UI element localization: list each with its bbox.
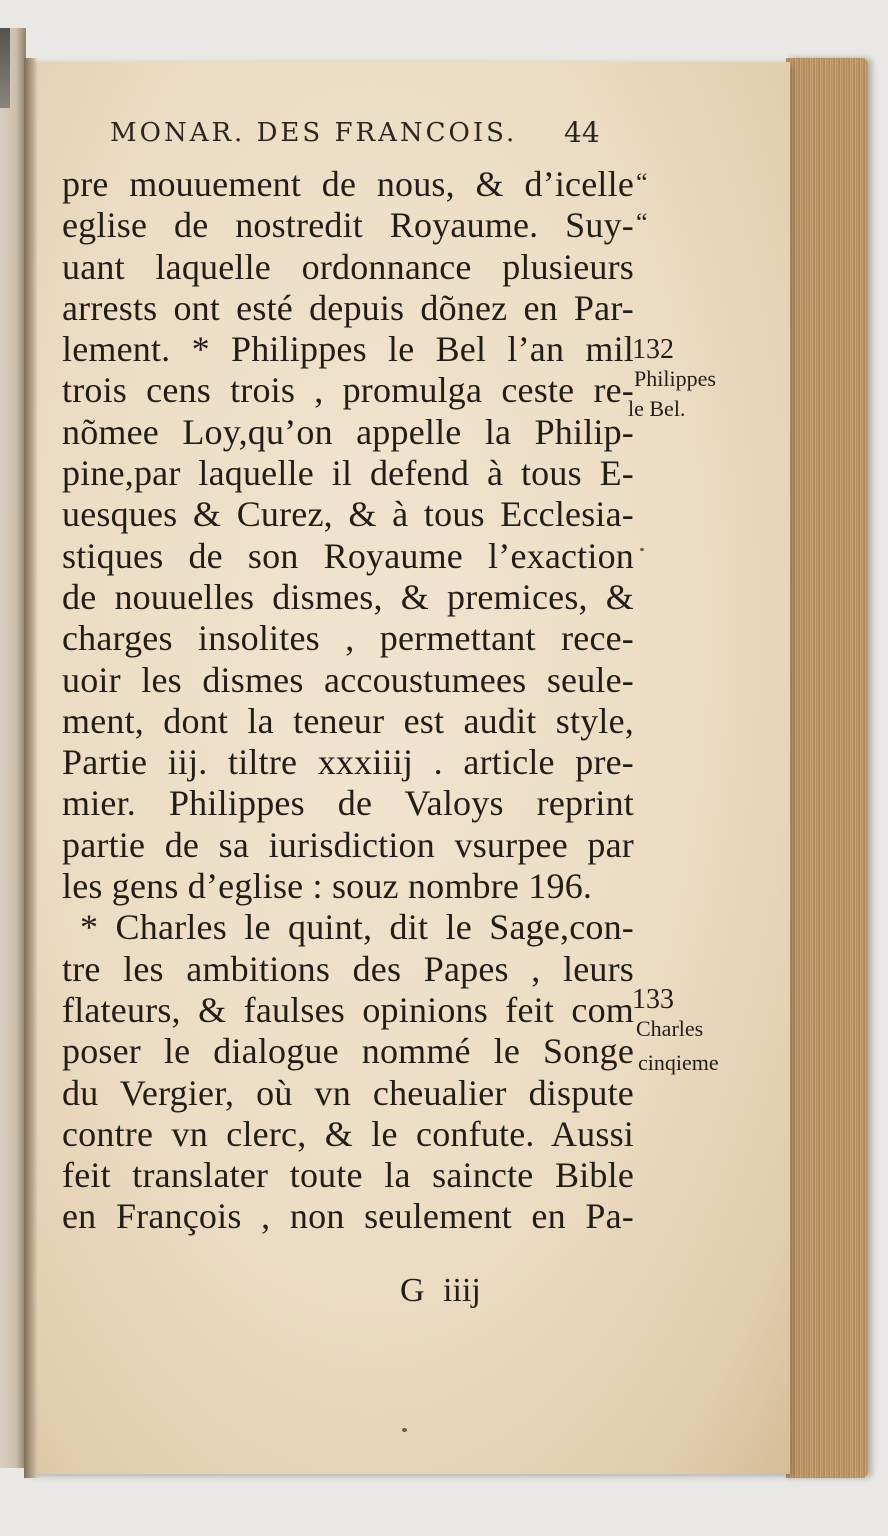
text-line: * Charles le quint, dit le Sage,con- xyxy=(80,907,634,948)
text-line: ment, dont la teneur est audit style, xyxy=(62,700,634,741)
text-line: stiques de son Royaume l’exaction xyxy=(62,535,634,576)
gutter-shadow xyxy=(24,58,38,1478)
margin-note-number: 133 xyxy=(632,984,674,1015)
running-head-title: MONAR. DES FRANCOIS. xyxy=(110,118,518,148)
text-line: poser le dialogue nommé le Songe xyxy=(62,1031,634,1072)
margin-note-number: 132 xyxy=(632,334,674,365)
margin-note-label: le Bel. xyxy=(628,396,686,421)
binding-edge xyxy=(0,28,10,108)
text-line: du Vergier, où vn cheualier dispute xyxy=(62,1072,634,1113)
text-line: charges insolites , permettant rece- xyxy=(62,618,634,659)
facing-page-edge xyxy=(0,28,26,1468)
text-line: en François , non seulement en Pa- xyxy=(62,1196,634,1237)
text-line: mier. Philippes de Valoys reprint xyxy=(62,783,634,824)
text-line: uant laquelle ordonnance plusieurs xyxy=(62,246,634,287)
margin-quote-mark: “ xyxy=(636,168,648,197)
page-number: 44 xyxy=(564,116,600,149)
text-line: pre mouuement de nous, & d’icelle xyxy=(62,164,634,204)
text-line: feit translater toute la saincte Bible xyxy=(62,1155,634,1196)
text-line: de nouuelles dismes, & premices, & xyxy=(62,576,634,617)
text-line: arrests ont esté depuis dõnez en Par- xyxy=(62,287,634,328)
text-line: flateurs, & faulses opinions feit com xyxy=(62,989,634,1030)
text-line: partie de sa iurisdiction vsurpee par xyxy=(62,824,634,865)
signature-mark: G iiij xyxy=(400,1272,481,1309)
paper-speck xyxy=(640,548,644,551)
body-text xyxy=(62,164,634,1238)
text-line: tre les ambitions des Papes , leurs xyxy=(62,948,634,989)
margin-note-label: cinqieme xyxy=(638,1050,719,1075)
text-line: eglise de nostredit Royaume. Suy- xyxy=(62,205,634,246)
text-line: uesques & Curez, & à tous Ecclesia- xyxy=(62,494,634,535)
margin-note-label: Charles xyxy=(636,1016,704,1041)
text-line: lement. * Philippes le Bel l’an mil xyxy=(62,329,634,370)
text-line: nõmee Loy,qu’on appelle la Philip- xyxy=(62,411,634,452)
paper-speck xyxy=(402,1428,407,1432)
text-line: uoir les dismes accoustumees seule- xyxy=(62,659,634,700)
text-line: pine,par laquelle il defend à tous E- xyxy=(62,453,634,494)
page-block-edges xyxy=(786,58,868,1478)
text-line: les gens d’eglise : souz nombre 196. xyxy=(62,866,593,907)
margin-note-label: Philippes xyxy=(634,366,716,391)
text-line: Partie iij. tiltre xxxiiij . article pre- xyxy=(62,742,634,783)
text-line: contre vn clerc, & le confute. Aussi xyxy=(62,1113,634,1154)
text-line: trois cens trois , promulga ceste re- xyxy=(62,370,634,411)
margin-quote-mark: “ xyxy=(636,208,648,237)
